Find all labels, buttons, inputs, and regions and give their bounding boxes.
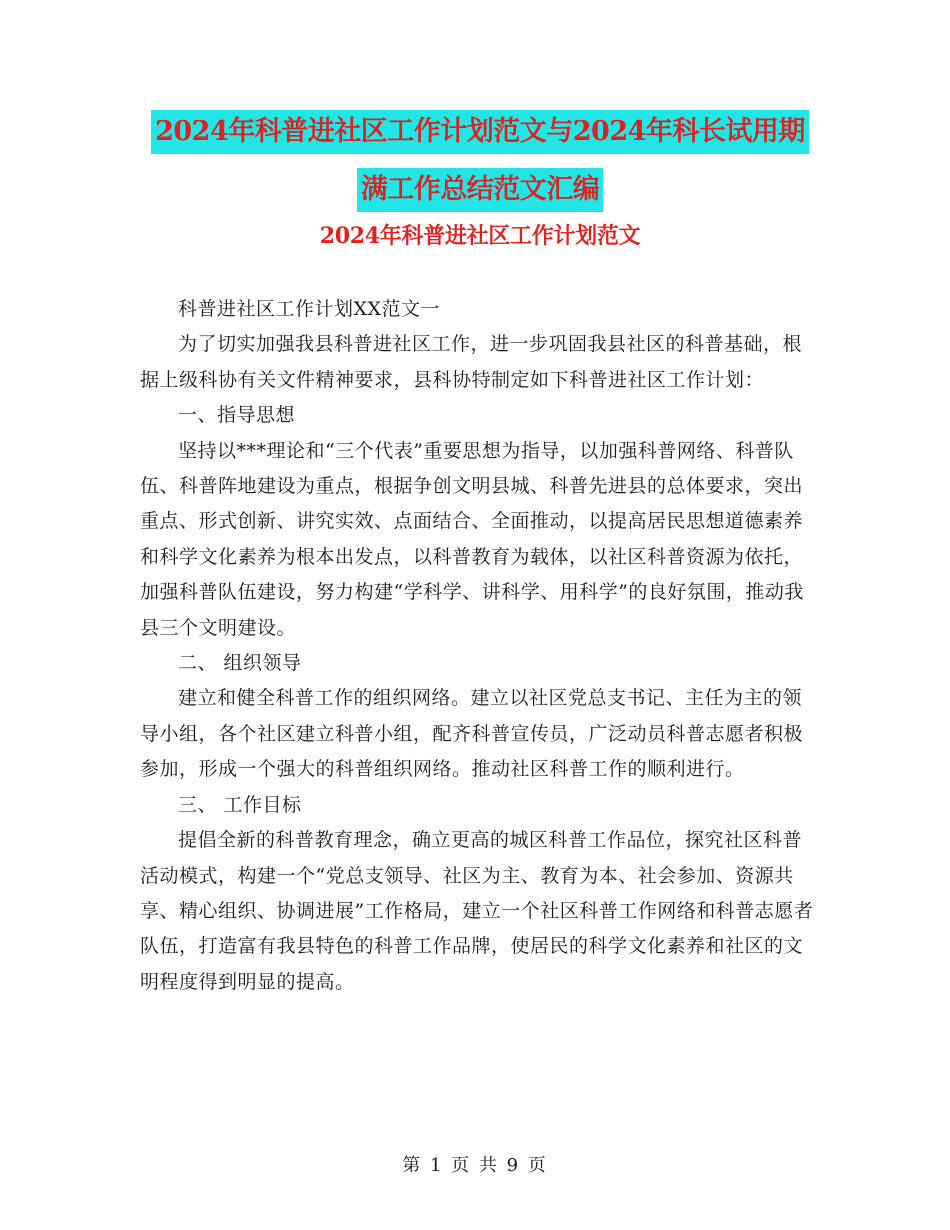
paragraph-guiding-principle: 坚持以***理论和“三个代表”重要思想为指导，以加强科普网络、科普队伍、科普阵地建设为重点，根据争创文明县城、科普先进县的总体要求，突出重点、形式创新、讲究实效、点面结合、全面推动，以提高居民思想道德素养和科学文化素养为根本出发点，以科普教育为载体，以社区科普资源为依托，加强科普队伍建设，努力构建“学科学、讲科学、用科学”的良好氛围，推动我县三个文明建设。 (140, 439, 804, 639)
document-body (140, 292, 820, 1000)
title-line-1: 2024年科普进社区工作计划范文与2024年科长试用期 (151, 110, 809, 154)
heading-guiding-principle: 一、指导思想 (178, 404, 296, 427)
paragraph-organization: 建立和健全科普工作的组织网络。建立以社区党总支书记、主任为主的领导小组，各个社区建立科普小组，配齐科普宣传员，广泛动员科普志愿者积极参加，形成一个强大的科普组织网络。推动社区科普工作的顺利进行。 (140, 687, 804, 781)
document-title (140, 110, 820, 226)
paragraph-intro: 为了切实加强我县科普进社区工作，进一步巩固我县社区的科普基础，根据上级科协有关文件精神要求，县科协特制定如下科普进社区工作计划： (140, 333, 803, 391)
page-number-footer: 第 1 页 共 9 页 (402, 1155, 548, 1176)
heading-organization: 二、 组织领导 (178, 652, 302, 675)
paragraph-work-goals: 提倡全新的科普教育理念，确立更高的城区科普工作品位，探究社区科普活动模式，构建一个“党总支领导、社区为主、教育为本、社会参加、资源共享、精心组织、协调进展”工作格局，建立一个社区科普工作网络和科普志愿者队伍，打造富有我县特色的科普工作品牌，使居民的科学文化素养和社区的文明程度得到明显的提高。 (140, 829, 814, 993)
paragraph-doc-heading: 科普进社区工作计划XX范文一 (178, 298, 441, 320)
section-subtitle: 2024年科普进社区工作计划范文 (319, 223, 641, 249)
heading-work-goals: 三、 工作目标 (178, 793, 302, 816)
title-line-2: 满工作总结范文汇编 (357, 168, 604, 212)
